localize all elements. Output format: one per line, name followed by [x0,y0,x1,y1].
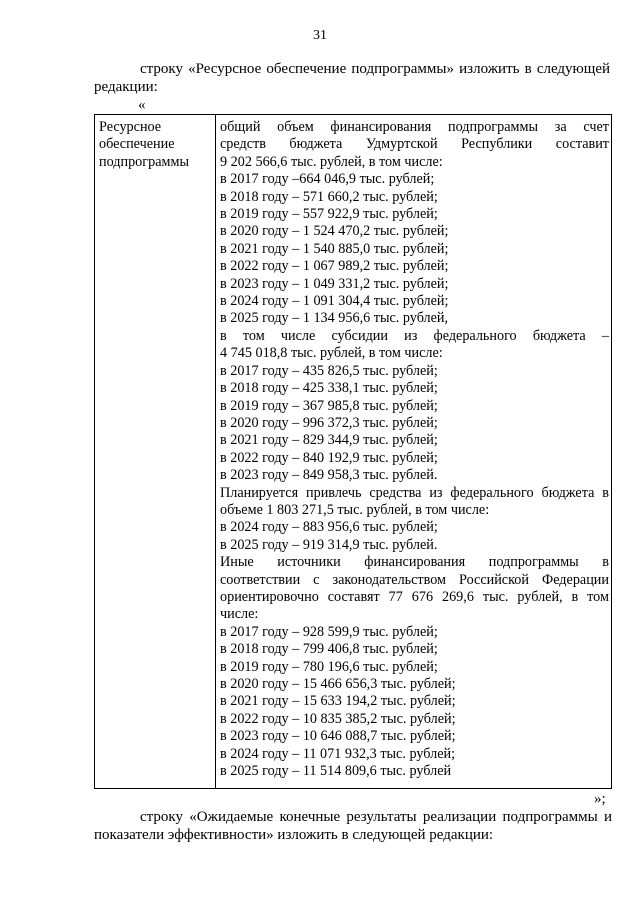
year-amount-line: в 2017 году –664 046,9 тыс. рублей; [220,171,435,188]
other-sources-line: Иные источники финансирования подпрограммы в [220,554,609,571]
other-sources-line: числе: [220,606,259,623]
intro-paragraph [94,60,610,96]
year-amount-line: в 2024 году – 883 956,6 тыс. рублей; [220,519,438,536]
year-amount-line: в 2025 году – 919 314,9 тыс. рублей. [220,536,438,553]
row-label-cell [95,115,216,789]
year-amount-line: в 2019 году – 557 922,9 тыс. рублей; [220,206,438,223]
total-funding-line: общий объем финансирования подпрограммы за счет [220,119,609,135]
year-amount-line: в 2023 году – 849 958,3 тыс. рублей. [220,467,438,484]
year-amount-line: в 2017 году – 435 826,5 тыс. рублей; [220,362,438,379]
total-funding-line: средств бюджета Удмуртской Республики составит [220,136,609,153]
intro-line: строку «Ресурсное обеспечение подпрограммы» изложить в следующей [140,61,610,77]
federal-subsidy-line: 4 745 018,8 тыс. рублей, в том числе: [220,345,443,362]
page-number: 31 [313,28,327,43]
row-label-line: Ресурсное [99,119,162,135]
close-quote: »; [594,791,606,807]
year-amount-line: в 2017 году – 928 599,9 тыс. рублей; [220,623,438,640]
total-years-list [220,171,609,328]
year-amount-line: в 2023 году – 10 646 088,7 тыс. рублей; [220,728,456,745]
year-amount-line: в 2023 году – 1 049 331,2 тыс. рублей; [220,275,449,292]
other-years-list [220,624,609,781]
year-amount-line: в 2024 году – 11 071 932,3 тыс. рублей; [220,745,456,762]
year-amount-line: в 2020 году – 15 466 656,3 тыс. рублей; [220,676,456,692]
row-label-line: обеспечение [99,136,175,153]
year-amount-line: в 2021 году – 1 540 885,0 тыс. рублей; [220,240,449,257]
year-amount-line: в 2021 году – 829 344,9 тыс. рублей; [220,432,438,449]
federal-subsidy-line: в том числе субсидии из федерального бюджета – [220,327,609,344]
year-amount-line: в 2019 году – 780 196,6 тыс. рублей; [220,658,438,675]
outro-line: показатели эффективности» изложить в следующей редакции: [94,827,494,843]
planned-federal-line: Планируется привлечь средства из федерального бюджета в [220,484,609,501]
year-amount-line: в 2019 году – 367 985,8 тыс. рублей; [220,397,438,414]
year-amount-line: в 2018 году – 799 406,8 тыс. рублей; [220,641,438,658]
planned-years-list [220,519,609,554]
year-amount-line: в 2022 году – 1 067 989,2 тыс. рублей; [220,258,449,275]
outro-paragraph [94,808,612,844]
intro-line: редакции: [94,79,158,95]
year-amount-line: в 2018 году – 425 338,1 тыс. рублей; [220,380,438,397]
federal-years-list [220,363,609,485]
year-amount-line: в 2022 году – 840 192,9 тыс. рублей; [220,449,438,466]
row-content-cell [216,115,612,789]
year-amount-line: в 2025 году – 1 134 956,6 тыс. рублей, [220,310,449,327]
other-sources-line: ориентировочно составят 77 676 269,6 тыс. рублей, в том [220,588,609,605]
year-amount-line: в 2020 году – 996 372,3 тыс. рублей; [220,414,438,431]
planned-federal-line: объеме 1 803 271,5 тыс. рублей, в том числе: [220,501,490,518]
resource-row [95,115,612,789]
year-amount-line: в 2018 году – 571 660,2 тыс. рублей; [220,188,438,205]
year-amount-line: в 2022 году – 10 835 385,2 тыс. рублей; [220,710,456,727]
year-amount-line: в 2025 году – 11 514 809,6 тыс. рублей [220,763,452,780]
year-amount-line: в 2024 году – 1 091 304,4 тыс. рублей; [220,293,449,310]
resource-table [94,114,612,789]
total-funding-line: 9 202 566,6 тыс. рублей, в том числе: [220,153,443,170]
outro-line: строку «Ожидаемые конечные результаты реализации подпрограммы и [140,809,612,825]
other-sources-line: соответствии с законодательством Российской Федерации [220,571,609,588]
open-quote: « [138,97,146,113]
year-amount-line: в 2020 году – 1 524 470,2 тыс. рублей; [220,223,449,240]
row-label-line: подпрограммы [99,153,189,170]
year-amount-line: в 2021 году – 15 633 194,2 тыс. рублей; [220,693,456,710]
